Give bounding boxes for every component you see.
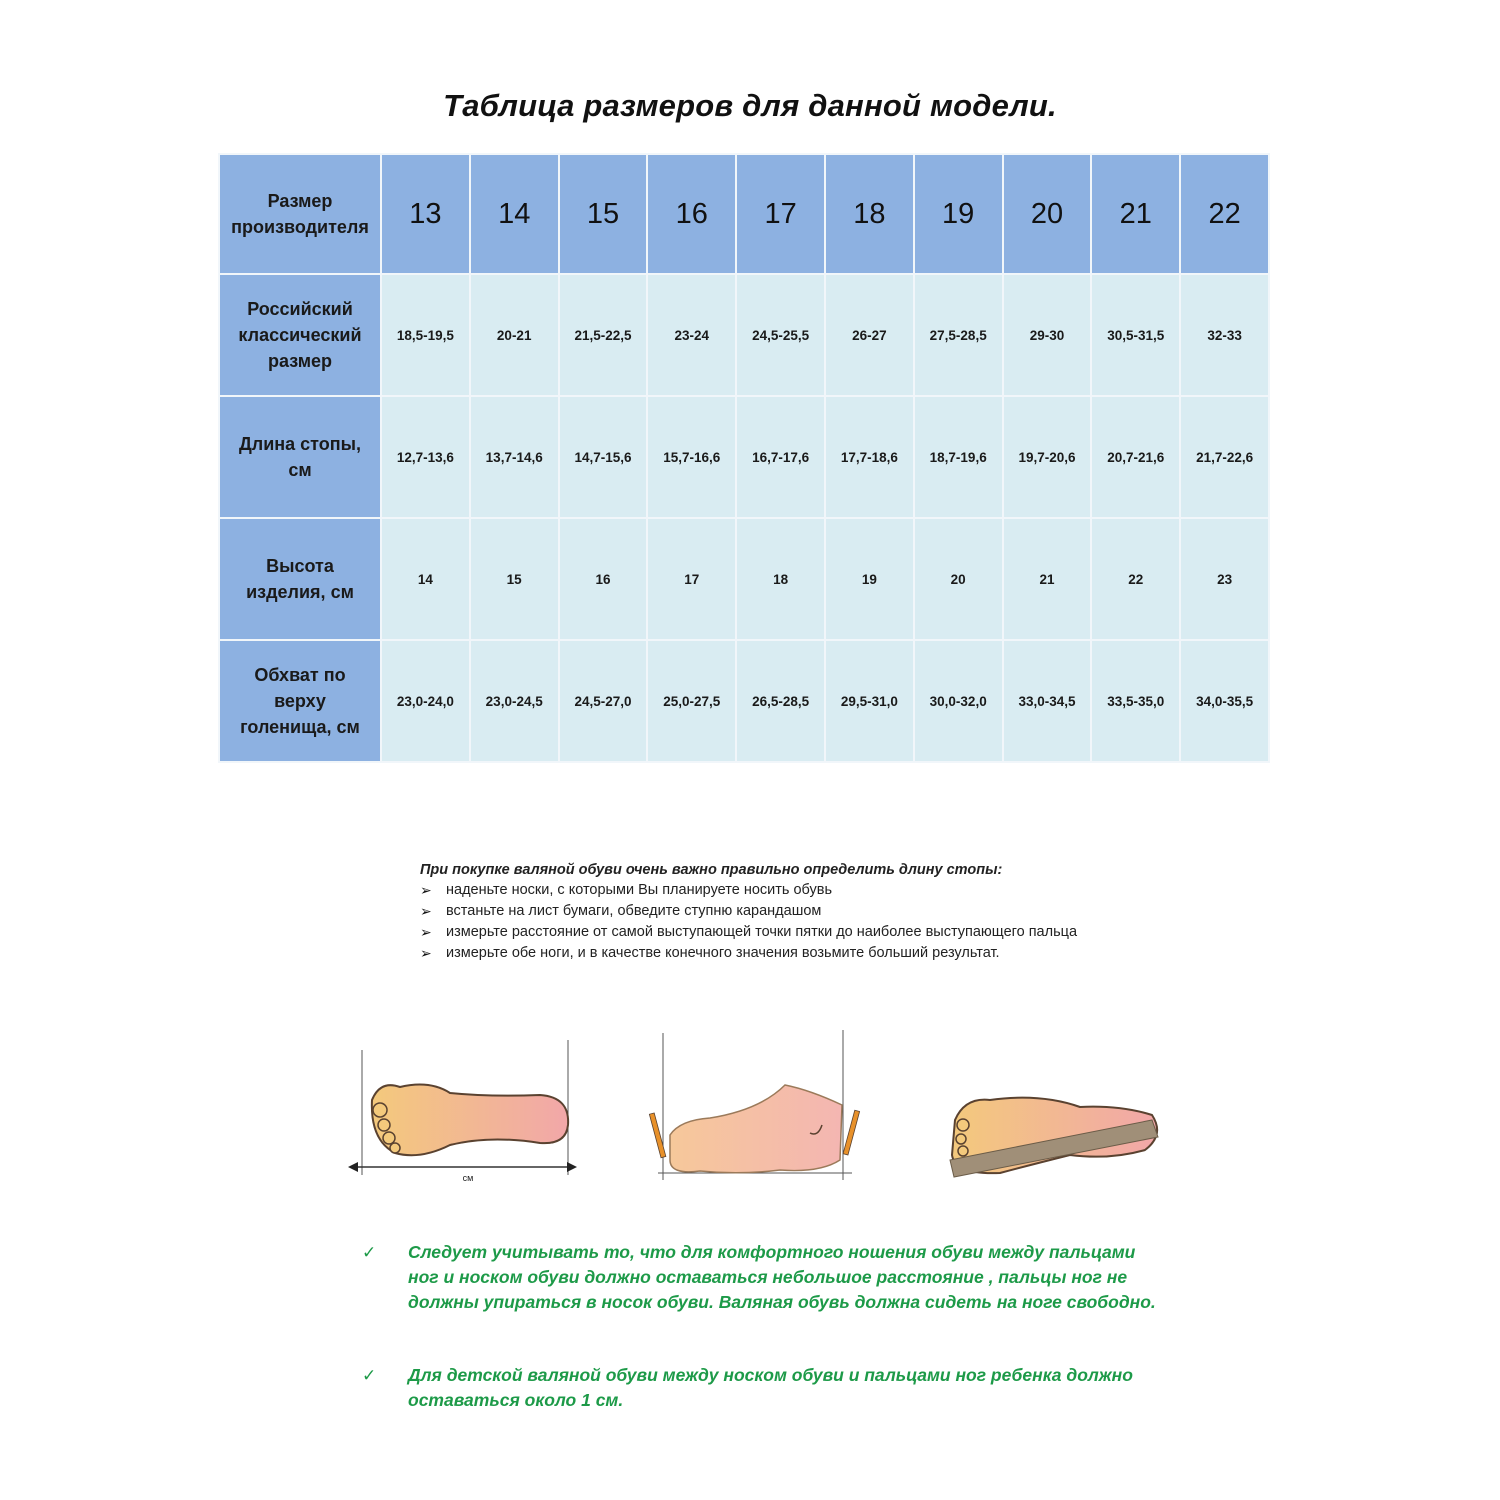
arrow-right-icon: ➢ (420, 903, 432, 919)
table-cell: 15,7-16,6 (647, 396, 736, 518)
table-cell: 22 (1091, 518, 1180, 640)
manufacturer-size-label (219, 154, 381, 274)
table-row (219, 640, 1269, 762)
table-cell: 18,7-19,6 (914, 396, 1003, 518)
table-row (219, 274, 1269, 396)
row-label-line: изделия, см (246, 582, 354, 602)
table-cell: 33,0-34,5 (1003, 640, 1092, 762)
checkmark-icon: ✓ (362, 1366, 377, 1385)
table-cell: 23-24 (647, 274, 736, 396)
table-cell: 20-21 (470, 274, 559, 396)
table-cell: 16 (559, 518, 648, 640)
instruction-text: наденьте носки, с которыми Вы планируете носить обувь (446, 882, 833, 898)
table-cell: 19 (825, 518, 914, 640)
note-text: Следует учитывать то, что для комфортного ношения обуви между пальцами ног и носком обуви должно оставаться небольшое расстояние , пальцы ног не должны упираться в носок обуви. Валяная обувь должна сидеть на ноге свободно. (408, 1242, 1156, 1312)
table-cell: 19,7-20,6 (1003, 396, 1092, 518)
table-header-row (219, 154, 1269, 274)
table-cell: 30,5-31,5 (1091, 274, 1180, 396)
arrow-right-icon: ➢ (420, 924, 432, 940)
table-cell: 14 (381, 518, 470, 640)
row-label (219, 640, 381, 762)
table-cell: 23 (1180, 518, 1269, 640)
instruction-item (420, 880, 1180, 901)
table-cell: 17,7-18,6 (825, 396, 914, 518)
table-cell: 34,0-35,5 (1180, 640, 1269, 762)
table-cell: 20 (914, 518, 1003, 640)
manufacturer-size-cell: 17 (736, 154, 825, 274)
table-cell: 12,7-13,6 (381, 396, 470, 518)
page-title: Таблица размеров для данной модели. (443, 88, 1057, 123)
row-label-line: Высота (266, 556, 334, 576)
foot-sole-measure-illustration (348, 1040, 577, 1183)
table-row (219, 518, 1269, 640)
measuring-instructions (420, 862, 1180, 964)
row-label-line: верху (274, 691, 326, 711)
row-label (219, 518, 381, 640)
foot-measurement-illustrations (340, 1025, 1180, 1190)
foot-sole-ruler-illustration (950, 1098, 1158, 1177)
table-cell: 18 (736, 518, 825, 640)
manufacturer-size-cell: 14 (470, 154, 559, 274)
manufacturer-size-cell: 21 (1091, 154, 1180, 274)
instruction-text: измерьте обе ноги, и в качестве конечного значения возьмите больший результат. (446, 945, 1000, 961)
table-cell: 13,7-14,6 (470, 396, 559, 518)
table-cell: 21,5-22,5 (559, 274, 648, 396)
table-cell: 15 (470, 518, 559, 640)
table-cell: 14,7-15,6 (559, 396, 648, 518)
row-label (219, 396, 381, 518)
row-label-line: производителя (231, 217, 369, 237)
manufacturer-size-cell: 16 (647, 154, 736, 274)
checkmark-icon: ✓ (362, 1243, 377, 1262)
row-label-line: Размер (267, 191, 333, 211)
row-label-line: Длина стопы, (238, 434, 362, 454)
instruction-text: измерьте расстояние от самой выступающей точки пятки до наиболее выступающего пальца (446, 924, 1078, 940)
table-cell: 29,5-31,0 (825, 640, 914, 762)
note-child-gap (362, 1363, 1162, 1413)
arrow-right-icon: ➢ (420, 882, 432, 898)
table-cell: 21 (1003, 518, 1092, 640)
table-cell: 32-33 (1180, 274, 1269, 396)
manufacturer-size-cell: 13 (381, 154, 470, 274)
table-cell: 24,5-27,0 (559, 640, 648, 762)
manufacturer-size-cell: 19 (914, 154, 1003, 274)
instruction-text: встаньте на лист бумаги, обведите ступню карандашом (446, 903, 822, 919)
table-cell: 20,7-21,6 (1091, 396, 1180, 518)
manufacturer-size-cell: 18 (825, 154, 914, 274)
row-label-line: голенища, см (240, 717, 360, 737)
table-cell: 33,5-35,0 (1091, 640, 1180, 762)
foot1-unit-label: см (462, 1173, 474, 1183)
size-table (218, 153, 1270, 763)
manufacturer-size-cell: 22 (1180, 154, 1269, 274)
table-cell: 21,7-22,6 (1180, 396, 1269, 518)
note-text: Для детской валяной обуви между носком обуви и пальцами ног ребенка должно оставаться около 1 см. (408, 1365, 1133, 1410)
table-cell: 27,5-28,5 (914, 274, 1003, 396)
row-label (219, 274, 381, 396)
table-cell: 24,5-25,5 (736, 274, 825, 396)
table-cell: 30,0-32,0 (914, 640, 1003, 762)
table-cell: 29-30 (1003, 274, 1092, 396)
instructions-lead: При покупке валяной обуви очень важно правильно определить длину стопы: (420, 862, 1003, 878)
row-label-line: Российский (247, 299, 353, 319)
row-label-line: классический (238, 325, 362, 345)
row-label-line: размер (267, 351, 333, 371)
table-cell: 23,0-24,5 (470, 640, 559, 762)
instruction-item (420, 922, 1180, 943)
table-cell: 18,5-19,5 (381, 274, 470, 396)
table-cell: 25,0-27,5 (647, 640, 736, 762)
instruction-item (420, 901, 1180, 922)
manufacturer-size-cell: 15 (559, 154, 648, 274)
instructions-list (420, 880, 1180, 964)
table-cell: 23,0-24,0 (381, 640, 470, 762)
note-comfort-gap (362, 1240, 1162, 1315)
table-cell: 16,7-17,6 (736, 396, 825, 518)
foot-side-pencil-illustration (649, 1030, 859, 1180)
table-row (219, 396, 1269, 518)
table-cell: 17 (647, 518, 736, 640)
arrow-right-icon: ➢ (420, 945, 432, 961)
row-label-line: Обхват по (254, 665, 346, 685)
row-label-line: см (288, 460, 312, 480)
manufacturer-size-cell: 20 (1003, 154, 1092, 274)
table-cell: 26-27 (825, 274, 914, 396)
instruction-item (420, 943, 1180, 964)
table-cell: 26,5-28,5 (736, 640, 825, 762)
